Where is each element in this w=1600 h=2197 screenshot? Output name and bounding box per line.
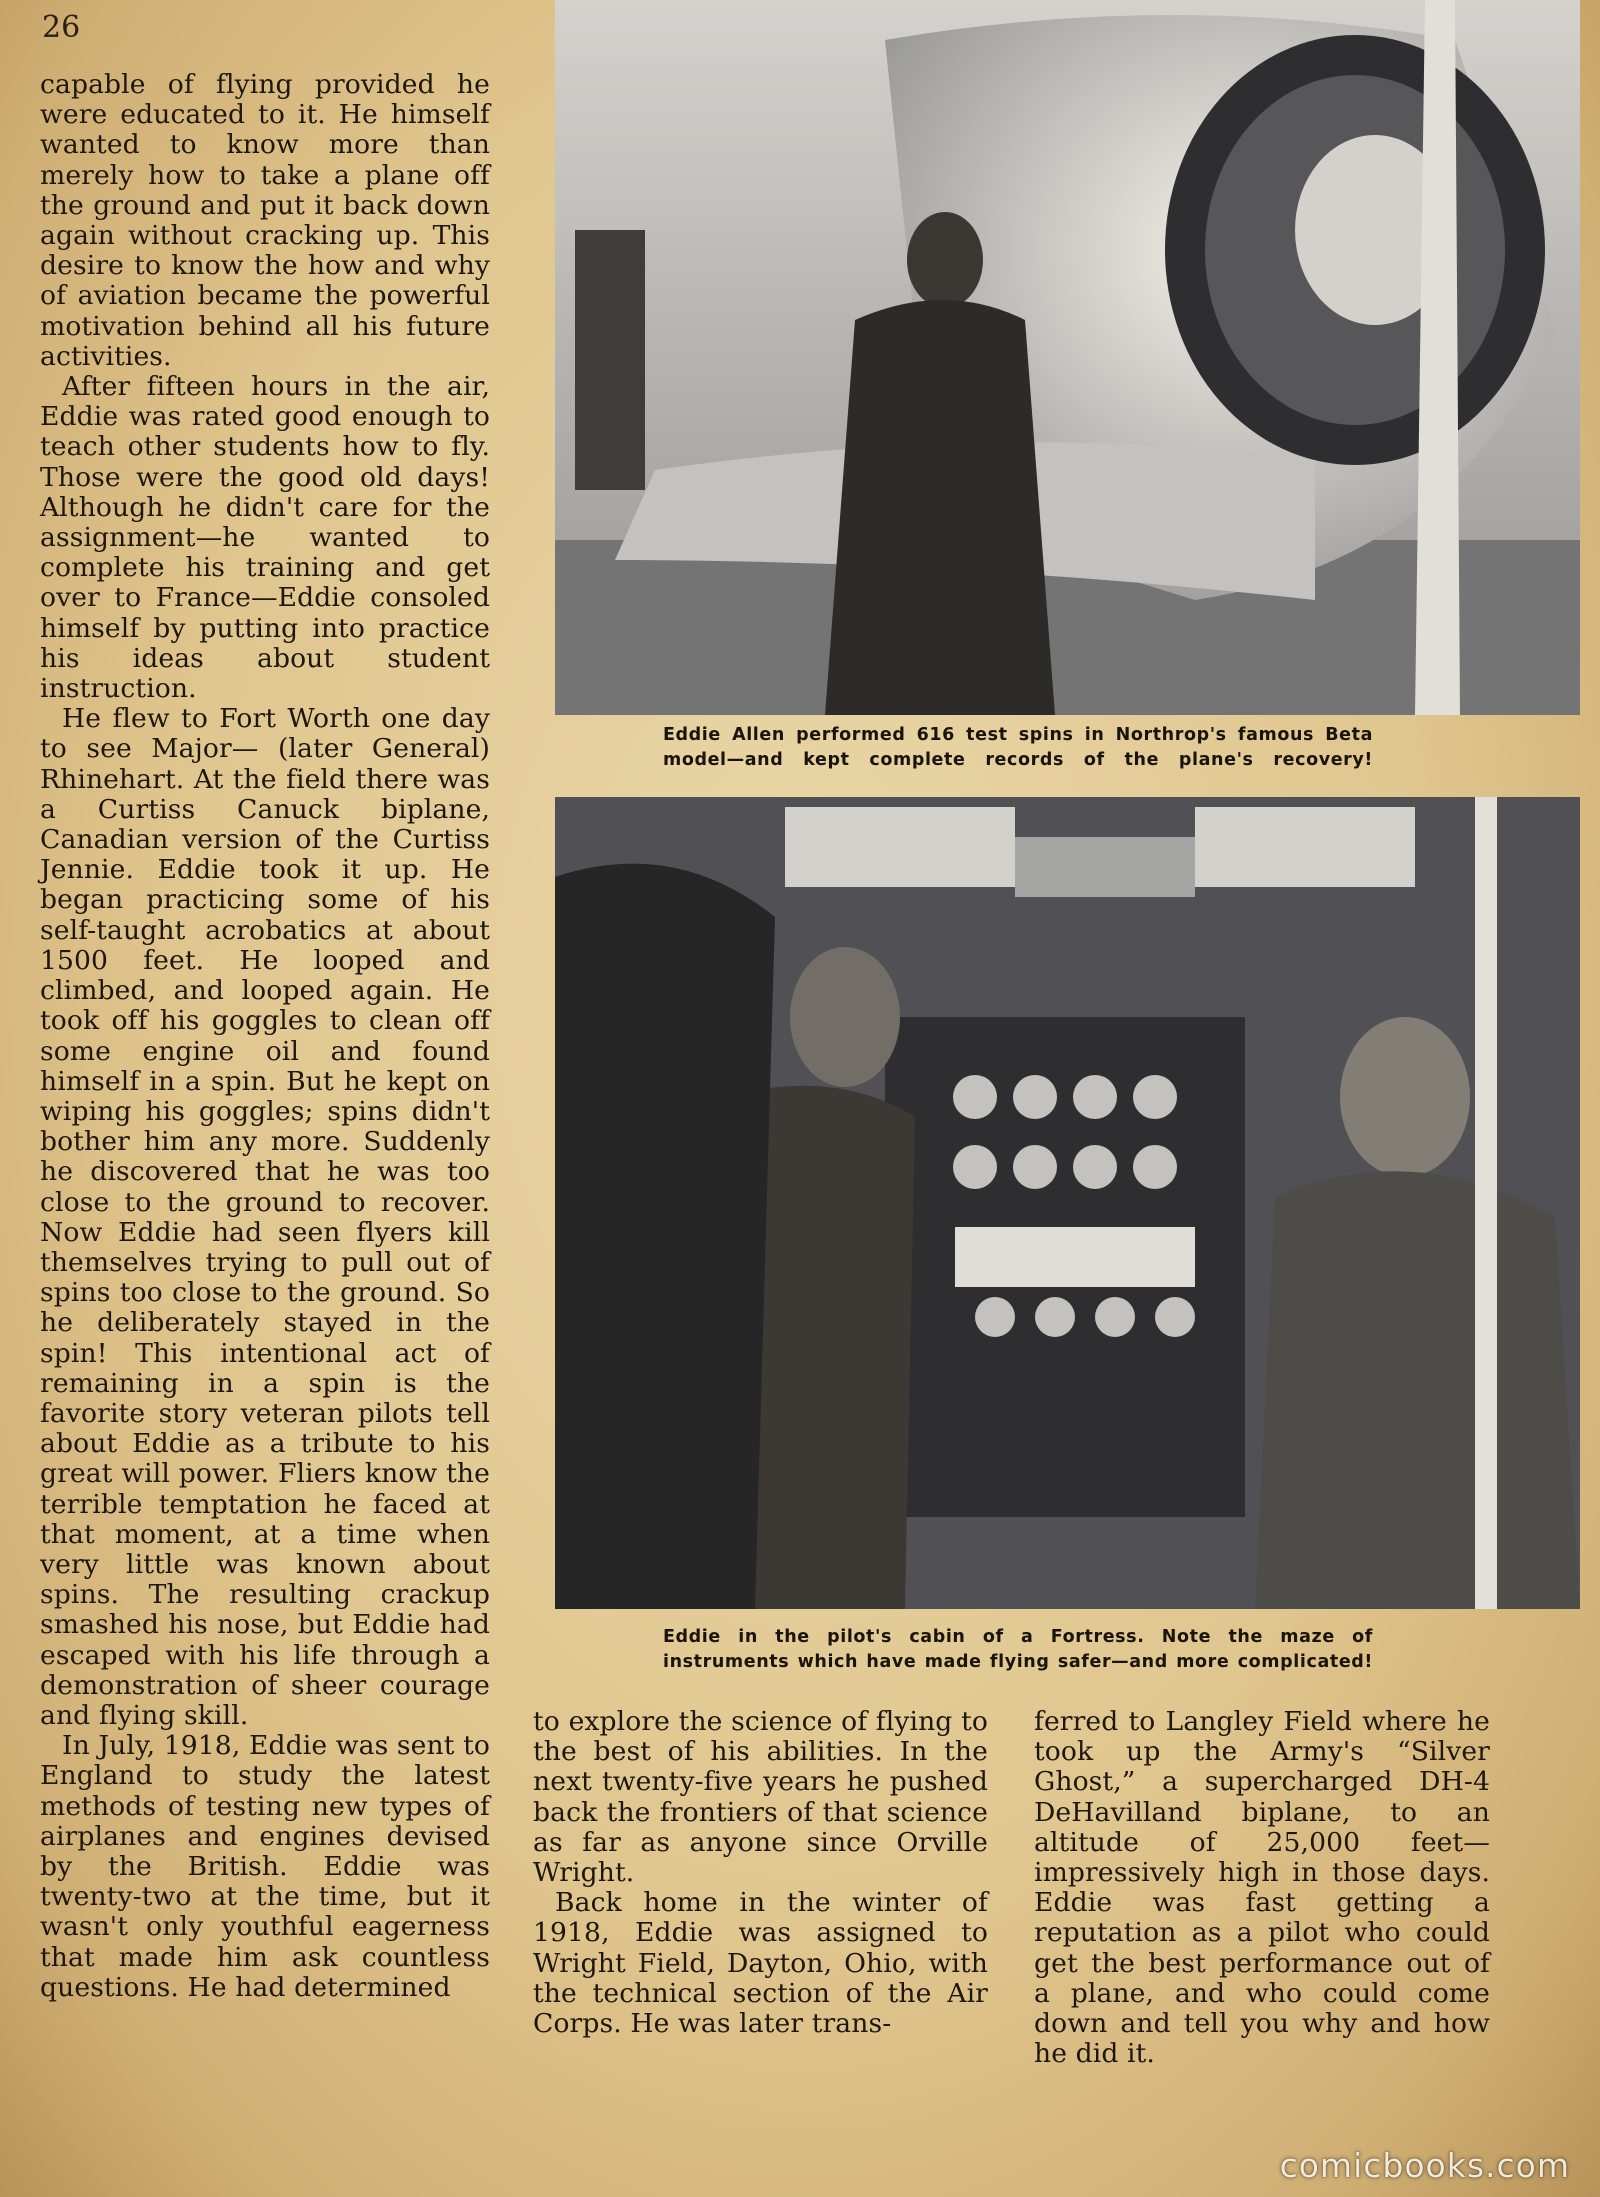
photo-eddie-allen-beside-plane <box>555 0 1580 715</box>
photo-plane-illustration <box>555 0 1580 715</box>
article-column-middle <box>533 1707 988 2039</box>
photo-cockpit-illustration <box>555 797 1580 1609</box>
article-column-right <box>1034 1707 1490 2069</box>
site-watermark: comicbooks.com <box>1279 2146 1570 2185</box>
paragraph: After fifteen hours in the air, Eddie was rated good enough to teach other students how to fly. Those were the good old days! Although he didn't care for the assignment—he wanted to complete his training and get over to France—Eddie consoled himself by putting into practice his ideas about student instruction. <box>40 371 490 705</box>
paragraph: capable of flying provided he were educated to it. He himself wanted to know more than merely how to take a plane off the ground and put it back down again without cracking up. This desire to know the how and why of aviation became the powerful motivation behind all his future activities. <box>40 69 490 372</box>
article-column-left <box>40 70 490 2003</box>
paragraph: to explore the science of flying to the best of his abilities. In the next twenty-five years he pushed back the frontiers of that science as far as anyone since Orville Wright. <box>533 1706 988 1889</box>
photo-caption-bottom: Eddie in the pilot's cabin of a Fortress. Note the maze of instruments which have made flying safer—and more complicated! <box>663 1627 1373 1672</box>
paragraph: In July, 1918, Eddie was sent to England to study the latest methods of testing new types of airplanes and engines devised by the British. Eddie was twenty-two at the time, but it wasn't only youthful eagerness that made him ask countless questions. He had determined <box>40 1730 490 2003</box>
page-number: 26 <box>42 10 81 45</box>
paragraph: He flew to Fort Worth one day to see Major— (later General) Rhinehart. At the field there was a Curtiss Canuck biplane, Canadian version of the Curtiss Jennie. Eddie took it up. He began practicing some of his self-taught acrobatics at about 1500 feet. He looped and climbed, and looped again. He took off his goggles to clean off some engine oil and found himself in a spin. But he kept on wiping his goggles; spins didn't bother him any more. Suddenly he discovered that he was too close to the ground to recover. Now Eddie had seen flyers kill themselves trying to pull out of spins too close to the ground. So he deliberately stayed in the spin! This intentional act of remaining in a spin is the favorite story veteran pilots tell about Eddie as a tribute to his great will power. Fliers know the terrible temptation he faced at that moment, at a time when very little was known about spins. The resulting crackup smashed his nose, but Eddie had escaped with his life through a demonstration of sheer courage and flying skill. <box>40 703 490 1731</box>
photo-caption-top: Eddie Allen performed 616 test spins in Northrop's famous Beta model—and kept complete records of the plane's recovery! <box>663 725 1373 770</box>
paragraph: Back home in the winter of 1918, Eddie was assigned to Wright Field, Dayton, Ohio, with the technical section of the Air Corps. He was later trans- <box>533 1887 988 2040</box>
paragraph: ferred to Langley Field where he took up the Army's “Silver Ghost,” a supercharged DH-4 DeHavilland biplane, to an altitude of 25,000 feet—impressively high in those days. Eddie was fast getting a reputation as a pilot who could get the best performance out of a plane, and who could come down and tell you why and how he did it. <box>1034 1706 1490 2070</box>
photo-fortress-cockpit <box>555 797 1580 1609</box>
